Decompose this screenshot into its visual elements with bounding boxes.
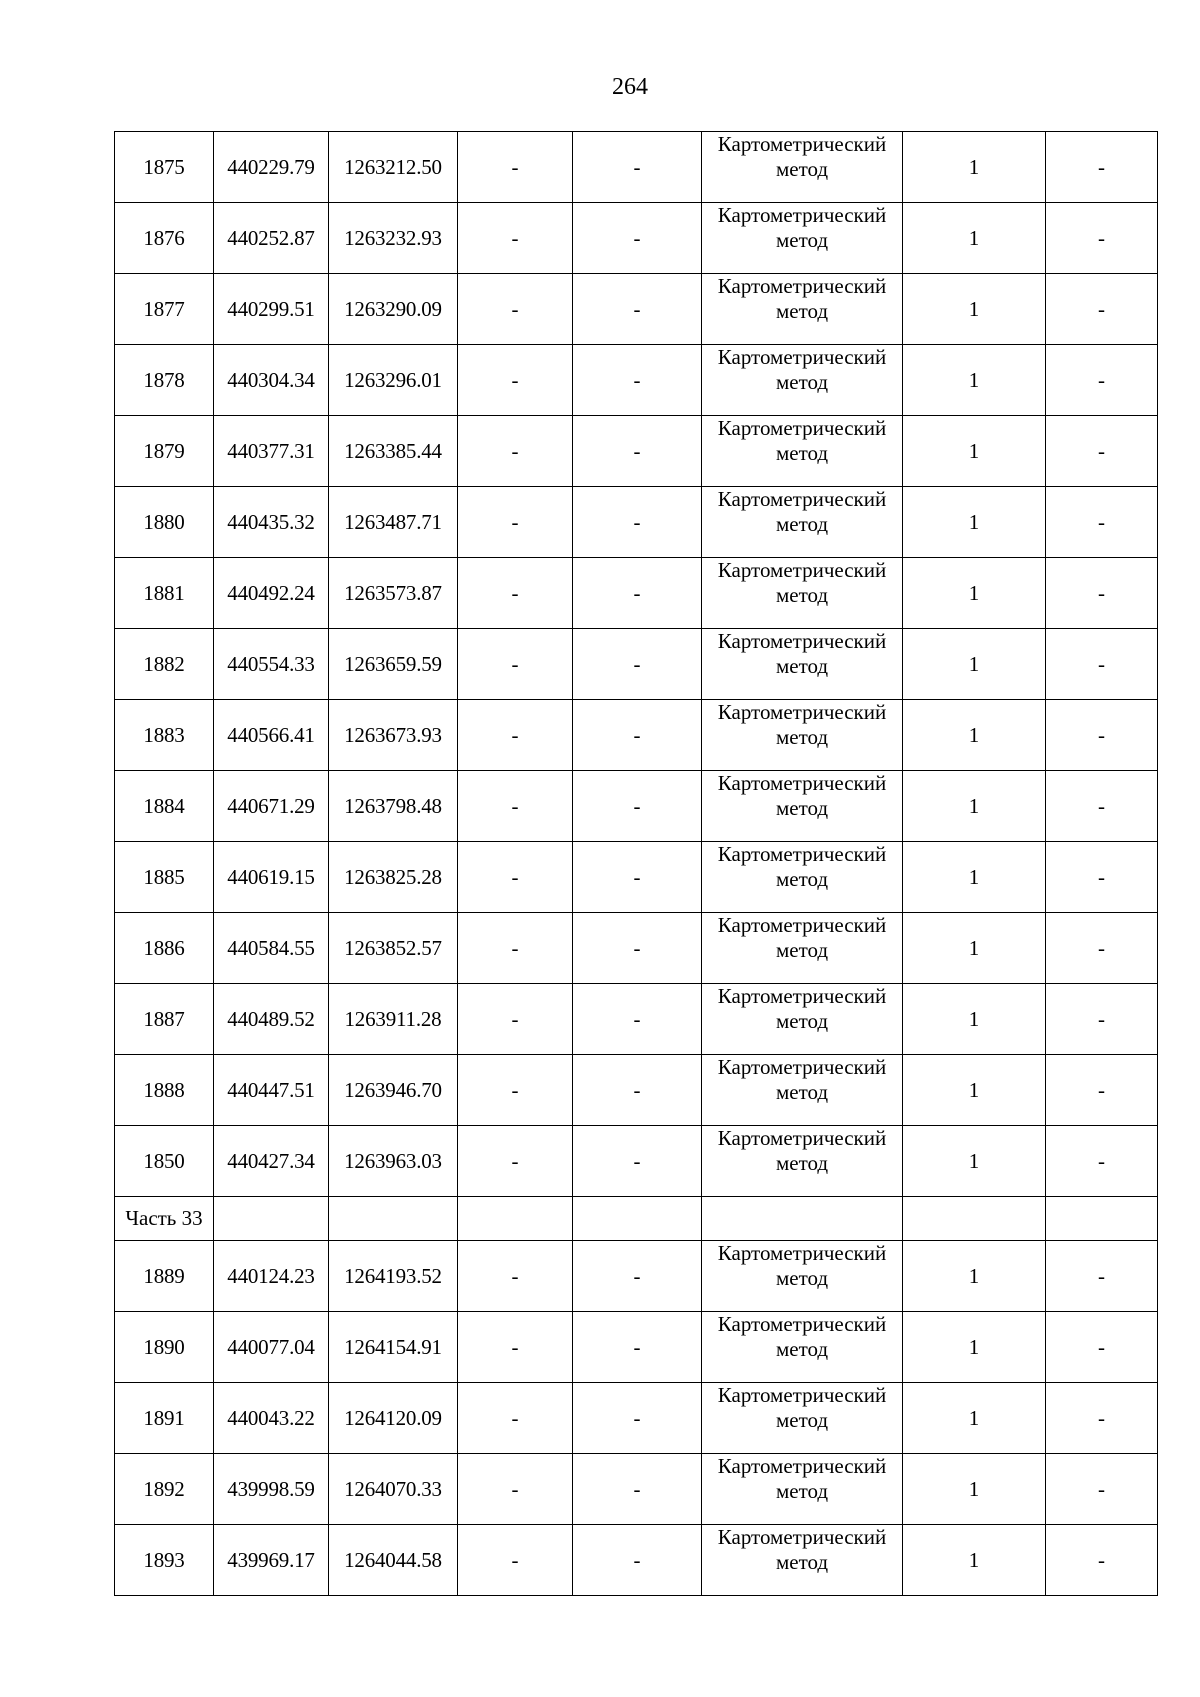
dash-cell: -	[458, 416, 573, 487]
x-coordinate-cell: 440584.55	[214, 913, 329, 984]
method-cell	[702, 558, 903, 629]
accuracy-cell: 1	[903, 132, 1046, 203]
dash-cell: -	[1046, 345, 1158, 416]
x-coordinate-cell: 440299.51	[214, 274, 329, 345]
method-line1: Картометрический	[717, 700, 887, 724]
y-coordinate-cell: 1263911.28	[329, 984, 458, 1055]
dash-cell: -	[1046, 1055, 1158, 1126]
method-line1: Картометрический	[717, 1126, 887, 1150]
dash-cell: -	[458, 984, 573, 1055]
table-row	[115, 1241, 1158, 1312]
dash-cell: -	[1046, 771, 1158, 842]
x-coordinate-cell: 440229.79	[214, 132, 329, 203]
y-coordinate-cell: 1263852.57	[329, 913, 458, 984]
empty-cell	[214, 1197, 329, 1241]
x-coordinate-cell: 440043.22	[214, 1383, 329, 1454]
dash-cell: -	[573, 771, 702, 842]
y-coordinate-cell: 1263673.93	[329, 700, 458, 771]
accuracy-cell: 1	[903, 203, 1046, 274]
empty-cell	[903, 1197, 1046, 1241]
method-line1: Картометрический	[717, 1312, 887, 1336]
y-coordinate-cell: 1263212.50	[329, 132, 458, 203]
method-line1: Картометрический	[717, 203, 887, 227]
x-coordinate-cell: 440671.29	[214, 771, 329, 842]
x-coordinate-cell: 440304.34	[214, 345, 329, 416]
accuracy-cell: 1	[903, 1055, 1046, 1126]
point-id-cell: 1884	[115, 771, 214, 842]
dash-cell: -	[573, 1241, 702, 1312]
dash-cell: -	[573, 345, 702, 416]
table-body	[115, 132, 1158, 1596]
y-coordinate-cell: 1264154.91	[329, 1312, 458, 1383]
dash-cell: -	[573, 700, 702, 771]
section-label: Часть 33	[115, 1197, 214, 1241]
dash-cell: -	[458, 913, 573, 984]
method-line2: метод	[775, 1009, 829, 1033]
method-line2: метод	[775, 1550, 829, 1574]
dash-cell: -	[1046, 629, 1158, 700]
y-coordinate-cell: 1264120.09	[329, 1383, 458, 1454]
table-row	[115, 558, 1158, 629]
method-line2: метод	[775, 1337, 829, 1361]
point-id-cell: 1879	[115, 416, 214, 487]
dash-cell: -	[573, 1454, 702, 1525]
method-line2: метод	[775, 583, 829, 607]
method-line1: Картометрический	[717, 558, 887, 582]
y-coordinate-cell: 1263825.28	[329, 842, 458, 913]
accuracy-cell: 1	[903, 842, 1046, 913]
dash-cell: -	[458, 1454, 573, 1525]
dash-cell: -	[1046, 416, 1158, 487]
dash-cell: -	[573, 1312, 702, 1383]
dash-cell: -	[573, 1055, 702, 1126]
x-coordinate-cell: 440427.34	[214, 1126, 329, 1197]
point-id-cell: 1881	[115, 558, 214, 629]
dash-cell: -	[458, 1241, 573, 1312]
method-line2: метод	[775, 299, 829, 323]
method-line1: Картометрический	[717, 1241, 887, 1265]
point-id-cell: 1878	[115, 345, 214, 416]
table-row	[115, 345, 1158, 416]
method-cell	[702, 984, 903, 1055]
table-row	[115, 913, 1158, 984]
dash-cell: -	[458, 700, 573, 771]
method-line2: метод	[775, 938, 829, 962]
method-line1: Картометрический	[717, 842, 887, 866]
dash-cell: -	[458, 345, 573, 416]
table-row	[115, 842, 1158, 913]
dash-cell: -	[573, 629, 702, 700]
table-row	[115, 1383, 1158, 1454]
dash-cell: -	[573, 132, 702, 203]
method-line1: Картометрический	[717, 913, 887, 937]
dash-cell: -	[458, 132, 573, 203]
dash-cell: -	[573, 487, 702, 558]
y-coordinate-cell: 1263296.01	[329, 345, 458, 416]
method-cell	[702, 913, 903, 984]
point-id-cell: 1875	[115, 132, 214, 203]
dash-cell: -	[1046, 913, 1158, 984]
method-cell	[702, 132, 903, 203]
y-coordinate-cell: 1263659.59	[329, 629, 458, 700]
dash-cell: -	[573, 984, 702, 1055]
table-row	[115, 203, 1158, 274]
method-cell	[702, 487, 903, 558]
accuracy-cell: 1	[903, 1454, 1046, 1525]
dash-cell: -	[1046, 1126, 1158, 1197]
method-line2: метод	[775, 370, 829, 394]
dash-cell: -	[458, 1126, 573, 1197]
y-coordinate-cell: 1263573.87	[329, 558, 458, 629]
y-coordinate-cell: 1263963.03	[329, 1126, 458, 1197]
accuracy-cell: 1	[903, 629, 1046, 700]
method-line1: Картометрический	[717, 771, 887, 795]
method-line1: Картометрический	[717, 416, 887, 440]
x-coordinate-cell: 440435.32	[214, 487, 329, 558]
dash-cell: -	[458, 203, 573, 274]
accuracy-cell: 1	[903, 1126, 1046, 1197]
method-cell	[702, 416, 903, 487]
accuracy-cell: 1	[903, 487, 1046, 558]
table-row	[115, 1055, 1158, 1126]
method-line2: метод	[775, 441, 829, 465]
method-line2: метод	[775, 1408, 829, 1432]
x-coordinate-cell: 439998.59	[214, 1454, 329, 1525]
table-row	[115, 1312, 1158, 1383]
method-cell	[702, 345, 903, 416]
method-cell	[702, 1383, 903, 1454]
point-id-cell: 1880	[115, 487, 214, 558]
x-coordinate-cell: 440447.51	[214, 1055, 329, 1126]
dash-cell: -	[1046, 700, 1158, 771]
accuracy-cell: 1	[903, 1383, 1046, 1454]
accuracy-cell: 1	[903, 558, 1046, 629]
point-id-cell: 1883	[115, 700, 214, 771]
x-coordinate-cell: 440554.33	[214, 629, 329, 700]
page-number: 264	[612, 74, 648, 100]
accuracy-cell: 1	[903, 1241, 1046, 1312]
method-line2: метод	[775, 796, 829, 820]
x-coordinate-cell: 440252.87	[214, 203, 329, 274]
point-id-cell: 1885	[115, 842, 214, 913]
method-cell	[702, 274, 903, 345]
dash-cell: -	[458, 487, 573, 558]
dash-cell: -	[573, 842, 702, 913]
point-id-cell: 1850	[115, 1126, 214, 1197]
y-coordinate-cell: 1263385.44	[329, 416, 458, 487]
method-line1: Картометрический	[717, 984, 887, 1008]
method-line1: Картометрический	[717, 1383, 887, 1407]
method-line1: Картометрический	[717, 487, 887, 511]
empty-cell	[702, 1197, 903, 1241]
accuracy-cell: 1	[903, 345, 1046, 416]
method-cell	[702, 700, 903, 771]
method-line2: метод	[775, 512, 829, 536]
table-row	[115, 1454, 1158, 1525]
y-coordinate-cell: 1263798.48	[329, 771, 458, 842]
accuracy-cell: 1	[903, 771, 1046, 842]
method-line1: Картометрический	[717, 1454, 887, 1478]
dash-cell: -	[1046, 487, 1158, 558]
accuracy-cell: 1	[903, 1312, 1046, 1383]
table-row	[115, 984, 1158, 1055]
method-line1: Картометрический	[717, 1525, 887, 1549]
dash-cell: -	[1046, 1454, 1158, 1525]
dash-cell: -	[458, 1055, 573, 1126]
method-line2: метод	[775, 1080, 829, 1104]
dash-cell: -	[1046, 203, 1158, 274]
dash-cell: -	[1046, 1312, 1158, 1383]
dash-cell: -	[573, 558, 702, 629]
method-cell	[702, 203, 903, 274]
y-coordinate-cell: 1264070.33	[329, 1454, 458, 1525]
coordinates-table	[114, 131, 1158, 1596]
accuracy-cell: 1	[903, 913, 1046, 984]
y-coordinate-cell: 1263232.93	[329, 203, 458, 274]
accuracy-cell: 1	[903, 700, 1046, 771]
table-row	[115, 771, 1158, 842]
dash-cell: -	[1046, 132, 1158, 203]
method-line1: Картометрический	[717, 132, 887, 156]
table-row	[115, 1525, 1158, 1596]
method-line2: метод	[775, 867, 829, 891]
dash-cell: -	[1046, 842, 1158, 913]
dash-cell: -	[573, 1525, 702, 1596]
table-row	[115, 700, 1158, 771]
dash-cell: -	[573, 274, 702, 345]
dash-cell: -	[1046, 984, 1158, 1055]
dash-cell: -	[573, 1126, 702, 1197]
point-id-cell: 1893	[115, 1525, 214, 1596]
dash-cell: -	[458, 1525, 573, 1596]
y-coordinate-cell: 1264044.58	[329, 1525, 458, 1596]
dash-cell: -	[573, 1383, 702, 1454]
method-line1: Картометрический	[717, 1055, 887, 1079]
point-id-cell: 1877	[115, 274, 214, 345]
point-id-cell: 1890	[115, 1312, 214, 1383]
dash-cell: -	[458, 842, 573, 913]
table-row	[115, 416, 1158, 487]
method-line2: метод	[775, 1266, 829, 1290]
x-coordinate-cell: 440077.04	[214, 1312, 329, 1383]
dash-cell: -	[458, 1312, 573, 1383]
method-line2: метод	[775, 157, 829, 181]
method-line2: метод	[775, 228, 829, 252]
method-cell	[702, 1241, 903, 1312]
method-cell	[702, 1454, 903, 1525]
table-row	[115, 274, 1158, 345]
table-row	[115, 132, 1158, 203]
method-line1: Картометрический	[717, 345, 887, 369]
dash-cell: -	[458, 629, 573, 700]
point-id-cell: 1882	[115, 629, 214, 700]
method-cell	[702, 1126, 903, 1197]
empty-cell	[1046, 1197, 1158, 1241]
dash-cell: -	[1046, 1383, 1158, 1454]
dash-cell: -	[573, 913, 702, 984]
method-line2: метод	[775, 654, 829, 678]
accuracy-cell: 1	[903, 274, 1046, 345]
method-line1: Картометрический	[717, 274, 887, 298]
dash-cell: -	[458, 274, 573, 345]
method-cell	[702, 629, 903, 700]
method-line2: метод	[775, 1151, 829, 1175]
method-cell	[702, 771, 903, 842]
y-coordinate-cell: 1263487.71	[329, 487, 458, 558]
point-id-cell: 1876	[115, 203, 214, 274]
y-coordinate-cell: 1263946.70	[329, 1055, 458, 1126]
point-id-cell: 1891	[115, 1383, 214, 1454]
method-line2: метод	[775, 1479, 829, 1503]
point-id-cell: 1892	[115, 1454, 214, 1525]
method-line2: метод	[775, 725, 829, 749]
x-coordinate-cell: 439969.17	[214, 1525, 329, 1596]
x-coordinate-cell: 440124.23	[214, 1241, 329, 1312]
dash-cell: -	[573, 416, 702, 487]
y-coordinate-cell: 1264193.52	[329, 1241, 458, 1312]
empty-cell	[573, 1197, 702, 1241]
dash-cell: -	[1046, 1241, 1158, 1312]
dash-cell: -	[458, 771, 573, 842]
point-id-cell: 1887	[115, 984, 214, 1055]
y-coordinate-cell: 1263290.09	[329, 274, 458, 345]
method-cell	[702, 1312, 903, 1383]
table-row	[115, 629, 1158, 700]
dash-cell: -	[1046, 274, 1158, 345]
x-coordinate-cell: 440377.31	[214, 416, 329, 487]
dash-cell: -	[1046, 558, 1158, 629]
section-row	[115, 1197, 1158, 1241]
dash-cell: -	[458, 558, 573, 629]
x-coordinate-cell: 440566.41	[214, 700, 329, 771]
method-cell	[702, 1525, 903, 1596]
point-id-cell: 1886	[115, 913, 214, 984]
dash-cell: -	[458, 1383, 573, 1454]
dash-cell: -	[573, 203, 702, 274]
x-coordinate-cell: 440492.24	[214, 558, 329, 629]
x-coordinate-cell: 440489.52	[214, 984, 329, 1055]
table-row	[115, 1126, 1158, 1197]
empty-cell	[329, 1197, 458, 1241]
table-row	[115, 487, 1158, 558]
method-cell	[702, 842, 903, 913]
empty-cell	[458, 1197, 573, 1241]
x-coordinate-cell: 440619.15	[214, 842, 329, 913]
accuracy-cell: 1	[903, 984, 1046, 1055]
method-line1: Картометрический	[717, 629, 887, 653]
point-id-cell: 1889	[115, 1241, 214, 1312]
point-id-cell: 1888	[115, 1055, 214, 1126]
method-cell	[702, 1055, 903, 1126]
accuracy-cell: 1	[903, 416, 1046, 487]
dash-cell: -	[1046, 1525, 1158, 1596]
accuracy-cell: 1	[903, 1525, 1046, 1596]
